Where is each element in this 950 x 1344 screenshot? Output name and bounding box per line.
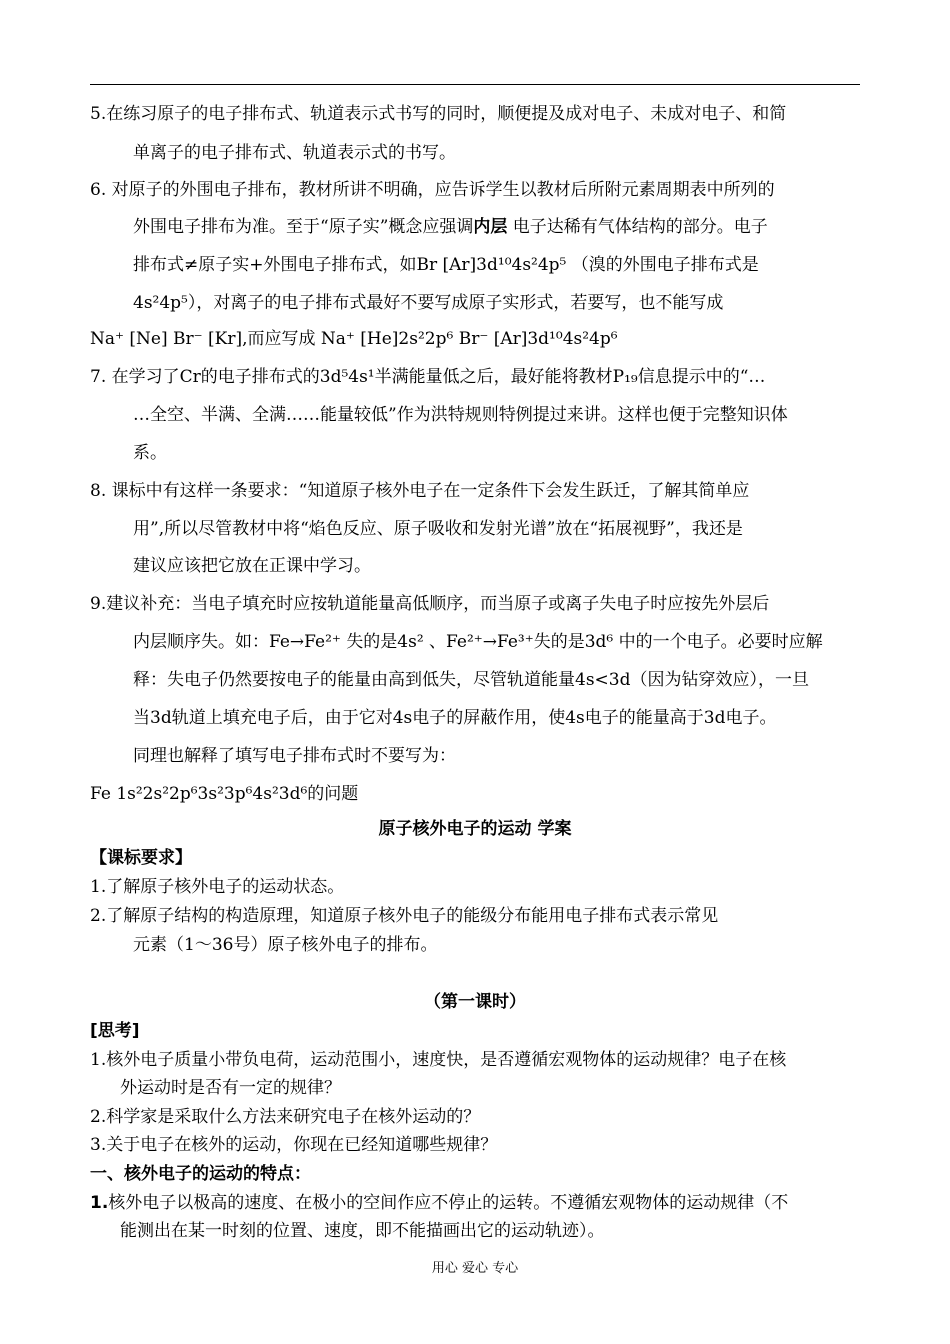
note5-line1: 5.在练习原子的电子排布式、轨道表示式书写的同时，顺便提及成对电子、未成对电子、和简: [90, 104, 787, 124]
note9-line4: 当3d轨道上填充电子后，由于它对4s电子的屏蔽作用，使4s电子的能量高于3d电子。: [133, 708, 777, 728]
study-plan-title: 原子核外电子的运动 学案: [378, 819, 572, 839]
note8-line2: 用”,所以尽管教材中将“焰色反应、原子吸收和发射光谱”放在“拓展视野”，我还是: [133, 519, 743, 539]
lesson-label: （第一课时）: [424, 992, 526, 1012]
page-footer: 用心 爱心 专心: [431, 1261, 519, 1276]
note6-line5: Na⁺ [Ne] Br⁻ [Kr],而应写成 Na⁺ [He]2s²2p⁶ Br⁻ [Ar]3d¹⁰4s²4p⁶: [90, 329, 618, 349]
requirement-1: 1.了解原子核外电子的运动状态。: [90, 877, 345, 897]
note6-line4: 4s²4p⁵），对离子的电子排布式最好不要写成原子实形式，若要写，也不能写成: [133, 293, 724, 313]
question-1-line1: 1.核外电子质量小带负电荷，运动范围小，速度快，是否遵循宏观物体的运动规律？电子在核: [90, 1050, 787, 1070]
note8-line1: 8. 课标中有这样一条要求：“知道原子核外电子在一定条件下会发生跃迁，了解其简单应: [90, 481, 750, 501]
think-heading: [思考]: [90, 1021, 140, 1041]
header-rule: [90, 84, 860, 85]
point-1-text: 核外电子以极高的速度、在极小的空间作应不停止的运转。不遵循宏观物体的运动规律（不: [108, 1193, 789, 1213]
inner-layer-emphasis: 内层: [473, 217, 508, 237]
note5-line2: 单离子的电子排布式、轨道表示式的书写。: [133, 143, 456, 163]
note7-line1: 7. 在学习了Cr的电子排布式的3d⁵4s¹半满能量低之后，最好能将教材P₁₉信息提示中的“…: [90, 367, 766, 387]
note9-line6: Fe 1s²2s²2p⁶3s²3p⁶4s²3d⁶的问题: [90, 784, 359, 804]
note8-line3: 建议应该把它放在正课中学习。: [133, 556, 371, 576]
note6-line2-part2: 电子达稀有气体结构的部分。电子: [507, 217, 768, 237]
requirements-heading: 【课标要求】: [90, 848, 192, 868]
note6-line3: 排布式≠原子实+外围电子排布式，如Br [Ar]3d¹⁰4s²4p⁵ （溴的外围电子排布式是: [133, 255, 759, 275]
question-2: 2.科学家是采取什么方法来研究电子在核外运动的？: [90, 1107, 481, 1127]
requirement-2-line1: 2.了解原子结构的构造原理，知道原子核外电子的能级分布能用电子排布式表示常见: [90, 906, 719, 926]
note6-line2-part1: 外围电子排布为准。至于“原子实”概念应强调: [133, 217, 474, 237]
requirement-2-line2: 元素（1～36号）原子核外电子的排布。: [133, 935, 438, 955]
note9-line5: 同理也解释了填写电子排布式时不要写为：: [133, 746, 456, 766]
point-1-number: 1.: [90, 1193, 109, 1213]
point-1-line1: [90, 1192, 788, 1214]
question-3: 3.关于电子在核外的运动，你现在已经知道哪些规律？: [90, 1135, 498, 1155]
section-1-heading: 一、核外电子的运动的特点：: [90, 1164, 311, 1184]
question-1-line2: 外运动时是否有一定的规律？: [120, 1078, 341, 1098]
point-1-line2: 能测出在某一时刻的位置、速度，即不能描画出它的运动轨迹）。: [120, 1221, 605, 1241]
note9-line1: 9.建议补充：当电子填充时应按轨道能量高低顺序，而当原子或离子失电子时应按先外层后: [90, 594, 770, 614]
note6-line1: 6. 对原子的外围电子排布，教材所讲不明确，应告诉学生以教材后所附元素周期表中所列的: [90, 180, 775, 200]
note6-line2: [133, 216, 768, 238]
note7-line2: …全空、半满、全满……能量较低”作为洪特规则特例提过来讲。这样也便于完整知识体: [133, 405, 788, 425]
note7-line3: 系。: [133, 443, 167, 463]
note9-line2: 内层顺序失。如：Fe→Fe²⁺ 失的是4s² 、Fe²⁺→Fe³⁺失的是3d⁶ 中的一个电子。必要时应解: [133, 632, 823, 652]
note9-line3: 释：失电子仍然要按电子的能量由高到低失，尽管轨道能量4s<3d（因为钻穿效应），一旦: [133, 670, 809, 690]
